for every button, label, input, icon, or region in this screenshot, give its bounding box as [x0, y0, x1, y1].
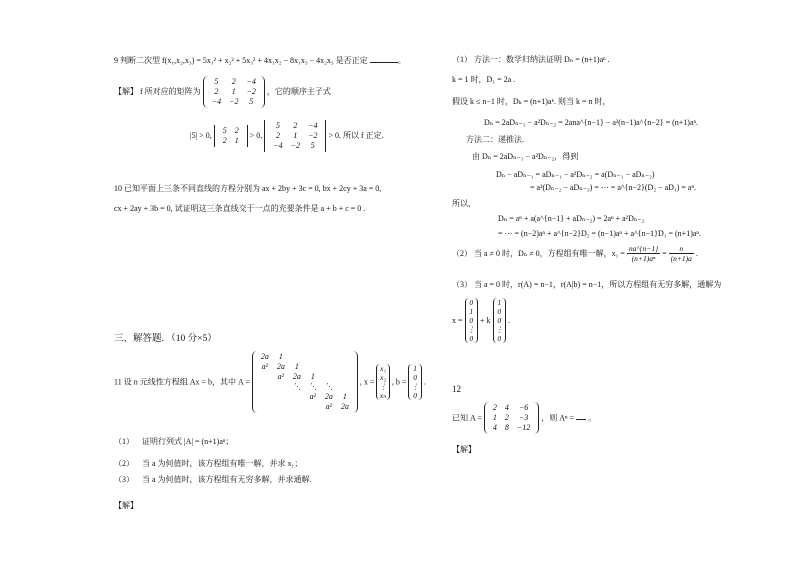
frac2-num: n	[669, 244, 694, 254]
q9-minor3-row	[269, 131, 321, 141]
q10-line1: 10 已知平面上三条不同直线的方程分别为 ax + 2by + 3c = 0, bx + 2cy + 3a = 0,	[114, 184, 382, 193]
x-vector-entry: x₁	[380, 364, 387, 373]
q11-matrix-cell: 2a	[292, 372, 301, 381]
q11-matrix-cell	[273, 392, 289, 402]
sol-line-9: 所以，	[452, 199, 476, 208]
q12-matrix	[484, 402, 539, 434]
q11-matrix-cell: 1	[310, 372, 315, 381]
equals: =	[662, 249, 667, 258]
item-num: （1）	[114, 437, 134, 446]
sol-line-6: 由 Dₙ = 2aDₙ₋₁ − a²Dₙ₋₂，得到	[472, 152, 579, 161]
q9-minor2	[214, 125, 248, 147]
q11-matrix-cell: 1	[294, 362, 299, 371]
q11-matrix-cell	[257, 382, 273, 392]
q11-matrix-cell	[337, 382, 353, 392]
sol-line-13: （3） 当 a = 0 时，r(A) = n−1，r(A|b) = n−1，所以方程组有无穷多解，通解为	[452, 280, 722, 289]
particular-vector-entry: 0	[469, 316, 474, 325]
q11-matrix-row	[257, 382, 353, 392]
sol-line-1: （1） 方法一：数学归纳法证明 Dₙ = (n+1)aⁿ .	[452, 55, 610, 64]
sol-line-7: Dₙ − aDₙ₋₁ = aDₙ₋₁ − a²Dₙ₋₂ = a(Dₙ₋₁ − aDₙ₋₂)	[496, 170, 655, 179]
q12-matrix-cell: −12	[516, 423, 531, 432]
q11-end: .	[423, 377, 426, 387]
solution-label: 【解】	[452, 445, 476, 454]
q9-minors	[190, 120, 384, 152]
sol-12-text: （2） 当 a ≠ 0 时，Dₙ ≠ 0，方程组有唯一解，x₁ =	[452, 249, 625, 258]
x-vector-entry: ⋮	[379, 382, 387, 391]
q9-statement	[114, 54, 406, 66]
q11-matrix-cell	[289, 402, 305, 412]
q12-matrix-cell: −6	[518, 403, 529, 412]
q11-matrix-cell	[337, 372, 353, 382]
q11-item-3	[114, 474, 312, 485]
q9-minor2-cell: 2	[234, 126, 239, 135]
general-solution	[452, 298, 510, 343]
q9-minor3-cell: 5	[275, 121, 280, 130]
q9-minor3-cell: 2	[275, 131, 280, 140]
frac1-den: (n+1)aⁿ	[631, 254, 656, 263]
q12-text2: ，则 Aⁿ =	[541, 413, 575, 423]
sol-12-end: .	[695, 249, 698, 258]
sol-line-5: 方法二：递推法.	[466, 135, 524, 144]
q9-matrix	[203, 76, 265, 108]
q12-matrix-row	[489, 413, 534, 423]
q11-matrix-row	[257, 372, 353, 382]
q11-x-vector	[376, 364, 390, 400]
q11-matrix-a	[252, 351, 358, 413]
q12-number: 12	[452, 384, 461, 394]
x-vector-entry: xₙ	[379, 391, 387, 400]
sol-line-2: k = 1 时，D₁ = 2a .	[452, 75, 516, 84]
end-dot: .	[508, 316, 511, 325]
q11-statement	[114, 351, 426, 413]
q11-matrix-cell	[273, 382, 289, 392]
q9-matrix-cell: 2	[231, 77, 236, 86]
q11-matrix-row	[257, 402, 353, 412]
q11-matrix-cell	[305, 362, 321, 372]
q11-matrix-cell: 2a	[324, 392, 333, 401]
q11-b-label: , b =	[391, 377, 407, 387]
q9-sol-text2: ，它的顺序主子式	[266, 86, 331, 96]
sol-line-11: = ⋯ = (n−2)aⁿ + a^{n−2}D₂ = (n−1)aⁿ + a^{n−1}D₁ = (n+1)aⁿ.	[498, 229, 701, 238]
q10-line2: cx + 2ay + 3b = 0, 试证明这三条直线交于一点的充要条件是 a + b + c = 0 .	[114, 204, 366, 213]
q11-matrix-cell	[337, 362, 353, 372]
q12-matrix-cell: 2	[504, 413, 509, 422]
q12-matrix-cell: 8	[504, 423, 509, 432]
item-num: （2）	[114, 459, 134, 468]
item-text: 证明行列式 |A| = (n+1)aⁿ；	[142, 437, 234, 446]
q12-matrix-row	[489, 423, 534, 433]
q11-matrix-cell: 1	[278, 352, 283, 361]
fraction-1	[627, 244, 660, 263]
answer-blank	[370, 54, 398, 63]
q9-solution-line1	[114, 76, 331, 108]
basis-vector-entry: 0	[497, 307, 502, 316]
solution-label: 【解】	[114, 501, 138, 510]
fraction-2	[669, 244, 694, 263]
q12-matrix-cell: 4	[504, 403, 509, 412]
q9-minor3-cell: 1	[293, 131, 298, 140]
sol-line-4: Dₙ = 2aDₙ₋₁ − a²Dₙ₋₂ = 2ana^{n−1} − a²(n−1)a^{n−2} = (n+1)aⁿ.	[484, 118, 699, 127]
x-eq: x =	[452, 316, 463, 325]
q9-matrix-cell: 2	[214, 87, 219, 96]
sol-line-8: = a²(Dₙ₋₂ − aDₙ₋₃) = ⋯ = a^{n−2}(D₂ − aD₁) = aⁿ.	[530, 183, 696, 192]
q11-matrix-cell: 2a	[340, 402, 349, 411]
q9-sol-text1: f 所对应的矩阵为	[140, 86, 201, 96]
q11-matrix-row	[257, 392, 353, 402]
frac2-den: (n+1)a	[670, 254, 692, 263]
q9-matrix-cell: −4	[211, 97, 222, 106]
q11-item-1	[114, 436, 233, 447]
frac1-num: na^{n−1}	[628, 244, 659, 253]
q11-matrix-cell: a²	[261, 362, 269, 371]
b-vector-entry: 1	[413, 364, 417, 373]
q11-matrix-cell	[257, 392, 273, 402]
q9-minor2-cell: 1	[234, 136, 239, 145]
q11-matrix-row	[257, 362, 353, 372]
basis-vector-entry: 1	[497, 298, 502, 307]
basis-vector-entry: 0	[497, 316, 502, 325]
q9-stmt-text: 9 判断二次型 f(x₁,x₂,x₃) = 5x₁² + x₂² + 5x₃² + 4x₁x₂ − 8x₁x₃ − 4x₂x₃ 是否正定	[114, 56, 368, 65]
q9-minor2-row	[219, 136, 243, 146]
q12-matrix-row	[489, 403, 534, 413]
q9-minor3-row	[269, 121, 321, 131]
q11-matrix-cell	[273, 402, 289, 412]
plus-k: + k	[480, 316, 491, 325]
q9-matrix-cell: −2	[229, 97, 239, 106]
q11-matrix-cell: a²	[309, 392, 317, 401]
q12-matrix-cell: −3	[518, 413, 529, 422]
item-text: 当 a 为何值时，该方程组有无穷多解，并求通解.	[142, 475, 312, 484]
q9-minor1: |5| > 0,	[190, 130, 212, 140]
q12-matrix-cell: 2	[492, 403, 497, 412]
basis-vector	[493, 298, 507, 343]
q9-minor3-cell: −4	[273, 141, 283, 150]
q11-stmt-text: 11 设 n 元线性方程组 Ax = b，其中 A =	[114, 377, 250, 387]
q9-minor3-row	[269, 141, 321, 151]
b-vector-entry: 0	[413, 391, 417, 400]
q9-matrix-cell: −4	[246, 77, 256, 86]
q11-matrix-cell	[321, 362, 337, 372]
q11-matrix-cell	[321, 352, 337, 362]
basis-vector-entry: 0	[497, 334, 502, 343]
b-vector-entry: 0	[413, 373, 417, 382]
q11-matrix-cell: a²	[325, 402, 333, 411]
q11-matrix-cell: a²	[277, 372, 285, 381]
basis-vector-entry: ⋮	[495, 325, 504, 334]
q12-text1: 已知 A =	[452, 413, 482, 423]
q11-matrix-row	[257, 352, 353, 362]
q12-matrix-cell: 1	[492, 413, 497, 422]
q9-matrix-cell: 1	[231, 87, 236, 96]
q11-matrix-cell	[305, 352, 321, 362]
q9-matrix-cell: −2	[246, 87, 256, 96]
q11-matrix-cell: ⋱	[308, 382, 317, 391]
q11-matrix-cell: 1	[342, 392, 347, 401]
particular-vector-entry: 1	[469, 307, 474, 316]
particular-vector	[465, 298, 479, 343]
q11-matrix-cell	[257, 372, 273, 382]
sol-line-10: Dₙ = aⁿ + a(a^{n−1} + aDₙ₋₂) = 2aⁿ + a²Dₙ₋₂	[498, 214, 645, 223]
item-num: （3）	[114, 475, 134, 484]
section-heading: 三、解答题. （10 分×5）	[114, 334, 217, 344]
q9-minor3-cell: −4	[308, 121, 318, 130]
q9-matrix-cell: 5	[214, 77, 219, 86]
q11-matrix-cell	[257, 402, 273, 412]
q11-matrix-cell: ⋱	[324, 382, 333, 391]
particular-vector-entry: ⋮	[467, 325, 476, 334]
item-text: 当 a 为何值时，该方程组有唯一解，并求 x₁；	[142, 459, 303, 468]
q11-matrix-cell	[321, 372, 337, 382]
q11-item-2	[114, 458, 302, 469]
q9-gt0: > 0,	[249, 130, 263, 140]
q9-minor3-cell: 5	[310, 141, 315, 150]
q9-conclusion: > 0. 所以 f 正定.	[328, 130, 384, 140]
q11-matrix-cell: ⋱	[292, 382, 301, 391]
q9-minor3	[264, 120, 326, 152]
particular-vector-entry: 0	[469, 298, 474, 307]
q11-matrix-cell: 2a	[276, 362, 285, 371]
q9-minor2-row	[219, 126, 243, 136]
sol-line-3: 假设 k ≤ n−1 时，Dₖ = (n+1)aᵏ. 则当 k = n 时，	[452, 97, 611, 106]
q11-b-vector	[408, 364, 422, 400]
q9-minor3-cell: 2	[293, 121, 298, 130]
q12-matrix-cell: 4	[492, 423, 497, 432]
q11-matrix-cell: 2a	[260, 352, 269, 361]
q11-matrix-cell	[289, 352, 305, 362]
solution-label: 【解】	[114, 86, 138, 96]
b-vector-entry: ⋮	[411, 382, 419, 391]
q12-end: 。	[588, 413, 597, 423]
q9-minor3-cell: −2	[308, 131, 318, 140]
q9-matrix-row	[208, 97, 260, 107]
q11-matrix-cell	[305, 402, 321, 412]
q9-matrix-row	[208, 77, 260, 87]
sol-line-12	[452, 244, 698, 263]
q9-matrix-row	[208, 87, 260, 97]
x-vector-entry: x₂	[380, 373, 387, 382]
q9-end: 。	[397, 56, 406, 65]
particular-vector-entry: 0	[469, 334, 474, 343]
q12-statement	[452, 402, 596, 434]
q11-x-label: , x =	[359, 377, 375, 387]
q9-minor3-cell: −2	[290, 141, 301, 150]
q11-matrix-cell	[289, 392, 305, 402]
q11-matrix-cell	[337, 352, 353, 362]
answer-blank	[576, 411, 586, 420]
q9-minor2-cell: 2	[222, 136, 227, 145]
q9-matrix-cell: 5	[249, 97, 254, 106]
q9-minor2-cell: 5	[222, 126, 227, 135]
